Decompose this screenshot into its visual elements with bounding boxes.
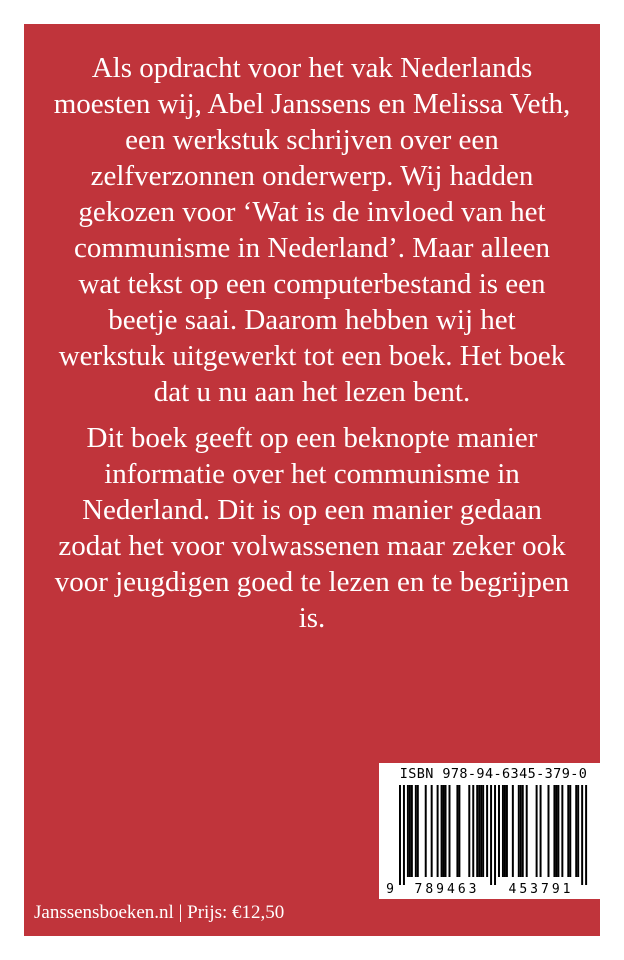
barcode-bar xyxy=(498,785,500,877)
barcode-bar xyxy=(536,785,538,877)
barcode-bar xyxy=(399,785,401,885)
barcode-bar xyxy=(555,785,557,877)
barcode-bar xyxy=(458,785,460,877)
barcode-bar xyxy=(417,785,419,877)
barcode-bar xyxy=(431,785,433,877)
barcode-digits-right: 453791 xyxy=(508,882,574,897)
barcode-bar xyxy=(482,785,484,877)
barcode-bar xyxy=(411,785,413,877)
blurb-paragraph-2: Dit boek geeft op een beknopte manier informatie over het communisme in Nederland. Dit is op een manier gedaan zodat het voor volwassenen maar zeker ook voor jeugdigen goed te lezen en te begrijpen is. xyxy=(54,422,570,634)
barcode-bar xyxy=(443,785,445,877)
barcode-bar xyxy=(585,785,587,885)
barcode-bar xyxy=(553,785,555,877)
barcode-bar xyxy=(540,785,542,877)
barcode-bar xyxy=(486,785,488,877)
barcode-bar xyxy=(506,785,508,877)
barcode-bar xyxy=(548,785,550,877)
barcode-bar xyxy=(403,785,405,885)
barcode-bar xyxy=(456,785,458,877)
barcode-bar xyxy=(504,785,506,877)
barcode-bar xyxy=(569,785,571,877)
barcode-graphic xyxy=(379,763,608,899)
red-cover-panel xyxy=(24,24,600,936)
footer-website-price: Janssensboeken.nl | Prijs: €12,50 xyxy=(34,902,285,923)
barcode-bar xyxy=(490,785,492,885)
isbn-label: ISBN 978-94-6345-379-0 xyxy=(399,766,588,782)
barcode-bar xyxy=(480,785,482,877)
barcode-bar xyxy=(478,785,480,877)
barcode-bar xyxy=(567,785,569,877)
barcode-bar xyxy=(407,785,409,877)
barcode-bar xyxy=(518,785,520,877)
barcode-bar xyxy=(557,785,559,877)
barcode-bar xyxy=(522,785,524,877)
barcode-bar xyxy=(415,785,417,877)
barcode-bar xyxy=(512,785,514,877)
barcode-bar xyxy=(581,785,583,885)
barcode-digit-first: 9 xyxy=(386,882,394,897)
barcode-bar xyxy=(526,785,528,877)
barcode-bar xyxy=(409,785,411,877)
barcode-bar xyxy=(425,785,427,877)
barcode-bar xyxy=(441,785,443,877)
blurb-paragraph-1: Als opdracht voor het vak Nederlands moesten wij, Abel Janssens en Melissa Veth, een werkstuk schrijven over een zelfverzonnen onderwerp. Wij hadden gekozen voor ‘Wat is de invloed van het communisme in Nederland’. Maar alleen wat tekst op een computerbestand is een beetje saai. Daarom hebben wij het werkstuk uitgewerkt tot een boek. Het boek dat u nu aan het lezen bent. xyxy=(53,52,571,408)
barcode-bar xyxy=(437,785,439,877)
barcode-bar xyxy=(577,785,579,877)
barcode-bar xyxy=(520,785,522,877)
barcode-bar xyxy=(575,785,577,877)
isbn-barcode xyxy=(379,763,608,899)
barcode-digits-left: 789463 xyxy=(414,882,480,897)
barcode-bar xyxy=(561,785,563,877)
barcode-bar xyxy=(449,785,451,877)
barcode-bar xyxy=(468,785,470,877)
barcode-bar xyxy=(472,785,474,877)
barcode-bar xyxy=(445,785,447,877)
barcode-bar xyxy=(502,785,504,877)
barcode-bar xyxy=(476,785,478,877)
barcode-bar xyxy=(494,785,496,885)
